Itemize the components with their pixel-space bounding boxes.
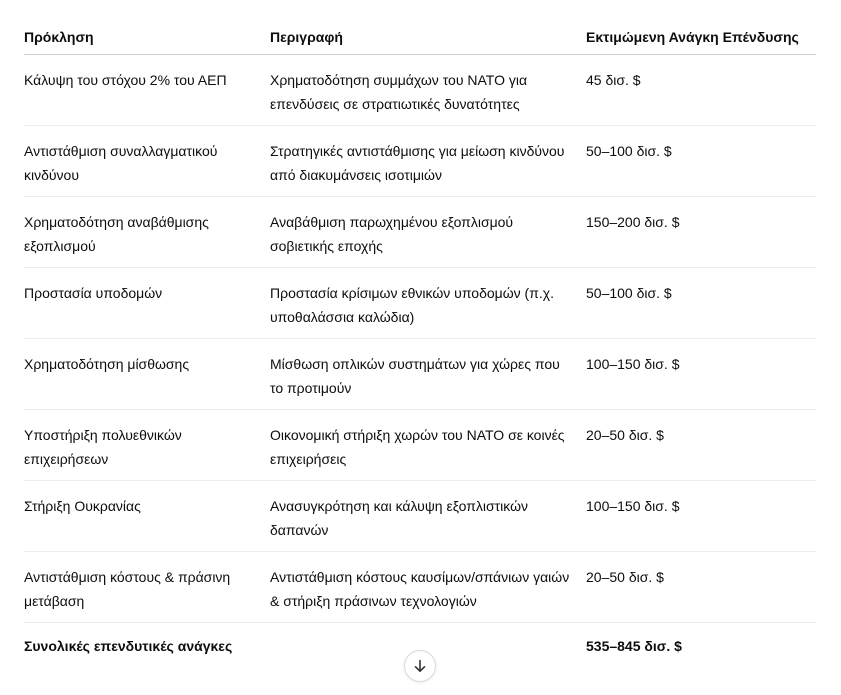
- description-cell: Αναβάθμιση παρωχημένου εξοπλισμού σοβιετικής εποχής: [270, 197, 586, 268]
- total-value-cell: 535–845 δισ. $: [586, 638, 682, 654]
- challenge-cell: Αντιστάθμιση κόστους & πράσινη μετάβαση: [24, 552, 270, 623]
- investment-cell: 20–50 δισ. $: [586, 410, 816, 481]
- table-row: [24, 339, 816, 410]
- description-cell: Στρατηγικές αντιστάθμισης για μείωση κινδύνου από διακυμάνσεις ισοτιμιών: [270, 126, 586, 197]
- description-cell: Ανασυγκρότηση και κάλυψη εξοπλιστικών δαπανών: [270, 481, 586, 552]
- table-row: [24, 55, 816, 126]
- investment-table-container: [24, 20, 816, 663]
- investment-cell: 150–200 δισ. $: [586, 197, 816, 268]
- challenge-cell: Κάλυψη του στόχου 2% του ΑΕΠ: [24, 55, 270, 126]
- challenge-cell: Χρηματοδότηση μίσθωσης: [24, 339, 270, 410]
- table-row: [24, 197, 816, 268]
- challenge-cell: Υποστήριξη πολυεθνικών επιχειρήσεων: [24, 410, 270, 481]
- investment-cell: 50–100 δισ. $: [586, 268, 816, 339]
- description-cell: Προστασία κρίσιμων εθνικών υποδομών (π.χ. υποθαλάσσια καλώδια): [270, 268, 586, 339]
- description-cell: Αντιστάθμιση κόστους καυσίμων/σπάνιων γαιών & στήριξη πράσινων τεχνολογιών: [270, 552, 586, 623]
- challenge-cell: Προστασία υποδομών: [24, 268, 270, 339]
- table-row: [24, 552, 816, 623]
- description-cell: Μίσθωση οπλικών συστημάτων για χώρες που το προτιμούν: [270, 339, 586, 410]
- investment-cell: 45 δισ. $: [586, 55, 816, 126]
- investment-cell: 100–150 δισ. $: [586, 481, 816, 552]
- investment-cell: 50–100 δισ. $: [586, 126, 816, 197]
- table-row: [24, 481, 816, 552]
- column-header-investment: Εκτιμώμενη Ανάγκη Επένδυσης: [586, 20, 816, 55]
- table-row: [24, 268, 816, 339]
- description-cell: Οικονομική στήριξη χωρών του ΝΑΤΟ σε κοινές επιχειρήσεις: [270, 410, 586, 481]
- arrow-down-icon: [412, 658, 428, 674]
- challenge-cell: Αντιστάθμιση συναλλαγματικού κινδύνου: [24, 126, 270, 197]
- investment-cell: 20–50 δισ. $: [586, 552, 816, 623]
- table-row: [24, 410, 816, 481]
- column-header-challenge: Πρόκληση: [24, 20, 270, 55]
- challenge-cell: Στήριξη Ουκρανίας: [24, 481, 270, 552]
- investment-table: [24, 20, 816, 663]
- table-row: [24, 126, 816, 197]
- description-cell: Χρηματοδότηση συμμάχων του ΝΑΤΟ για επενδύσεις σε στρατιωτικές δυνατότητες: [270, 55, 586, 126]
- investment-cell: 100–150 δισ. $: [586, 339, 816, 410]
- column-header-description: Περιγραφή: [270, 20, 586, 55]
- total-label-cell: Συνολικές επενδυτικές ανάγκες: [24, 638, 233, 654]
- table-header-row: [24, 20, 816, 55]
- scroll-to-bottom-button[interactable]: [404, 650, 436, 682]
- challenge-cell: Χρηματοδότηση αναβάθμισης εξοπλισμού: [24, 197, 270, 268]
